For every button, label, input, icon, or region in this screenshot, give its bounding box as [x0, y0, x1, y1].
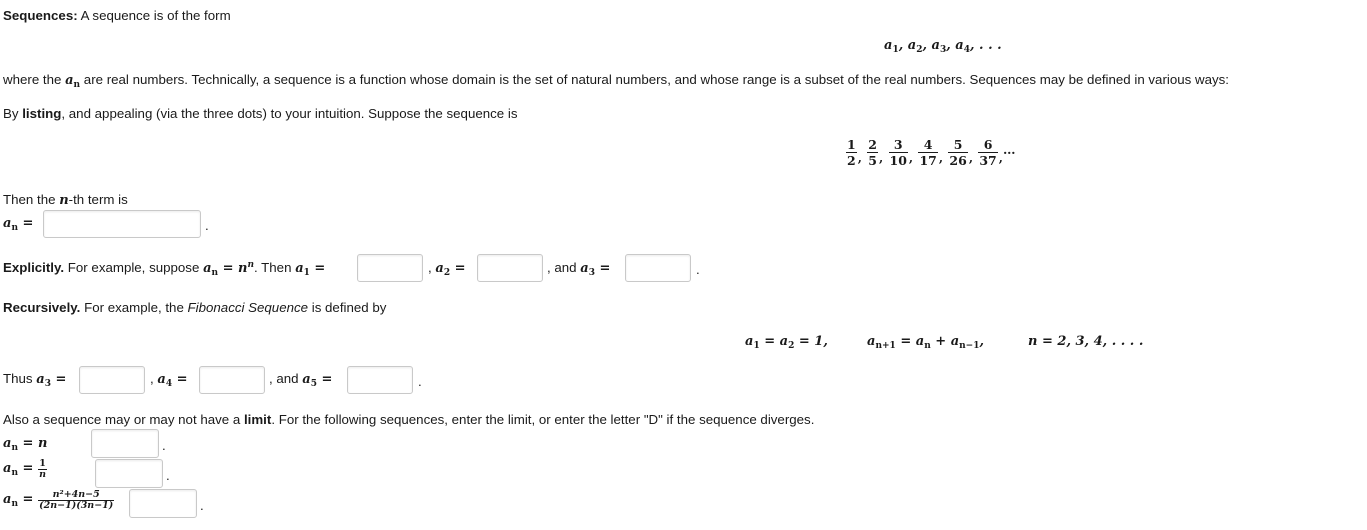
recursive-post: is defined by: [308, 300, 387, 315]
thus: Thus: [3, 371, 33, 386]
where-var: $a_n$: [65, 73, 81, 90]
fib-eq1: $a_1 = a_2 = 1$,: [745, 334, 828, 351]
a2-group: , $a_2$ =: [428, 260, 466, 278]
intro-label: Sequences:: [3, 8, 78, 23]
a2-input[interactable]: [477, 254, 543, 282]
fib-a4-group: , $a_4$ =: [150, 371, 188, 389]
limits-post: . For the following sequences, enter the limit, or enter the letter "D" if the sequence diverges.: [271, 412, 815, 427]
limit3-label: $a_n$ = $\frac{\text{n²+4n−5}}{(2n-1)(3n-1)}$: [3, 489, 114, 511]
fib-a4-label: $a_4$ =: [157, 372, 188, 389]
a3-label: $a_3$ =: [580, 261, 611, 278]
period: .: [200, 498, 204, 513]
fraction: $\frac{4}{17}$: [919, 137, 937, 168]
limit2-label: $a_n$ = $\frac{1}{n}$: [3, 458, 47, 480]
fraction: $\frac{2}{5}$: [868, 137, 877, 168]
recursive-bold: Recursively.: [3, 300, 81, 315]
recursive-pre: For example, the: [80, 300, 184, 315]
period: .: [205, 218, 209, 233]
nth-post: -th term is: [68, 192, 128, 207]
nth-pre: Then the: [3, 192, 56, 207]
fraction-sequence: $\frac{1}{2}$ , $\frac{2}{5}$ , $\frac{3}{10}$ , $\frac{4}{17}$ , $\frac{5}{26}$ , $\frac{6}{37}$ ,…: [847, 137, 1016, 168]
fib-a4-input[interactable]: [199, 366, 265, 394]
limits-pre: Also a sequence may or may not have a: [3, 412, 241, 427]
listing-post: , and appealing (via the three dots) to your intuition. Suppose the sequence is: [61, 106, 518, 121]
fib-a3-label: $a_3$ =: [36, 372, 67, 389]
fib-a5-label: $a_5$ =: [302, 372, 333, 389]
limit3-input[interactable]: [129, 489, 197, 518]
thus-line: [3, 371, 66, 389]
intro-line: [3, 8, 231, 23]
listing-bold: listing: [22, 106, 62, 121]
explicit-text: For example, suppose: [64, 260, 200, 275]
explicit-formula: $a_n = n^n$: [203, 260, 255, 278]
an-label: $a_n$ =: [3, 216, 34, 233]
explicit-bold: Explicitly.: [3, 260, 65, 275]
fib-a5-input[interactable]: [347, 366, 413, 394]
explicit-then: . Then: [254, 260, 292, 275]
fraction: $\frac{5}{26}$: [949, 137, 967, 168]
nth-var: n: [59, 193, 69, 208]
period: .: [696, 262, 700, 277]
where-line: [3, 72, 1229, 90]
fibonacci-name: Fibonacci Sequence: [187, 300, 309, 315]
period: .: [162, 438, 166, 453]
limits-line: [3, 412, 814, 427]
limit2-input[interactable]: [95, 459, 163, 488]
listing-pre: By: [3, 106, 19, 121]
fraction: $\frac{1}{n}$: [39, 458, 47, 480]
fib-a3-input[interactable]: [79, 366, 145, 394]
intro-text: A sequence is of the form: [77, 8, 231, 23]
where-post: are real numbers. Technically, a sequence is a function whose domain is the set of natural numbers, and whose range is a subset of the real numbers. Sequences may be defined in various ways:: [83, 72, 1229, 87]
nth-term-input[interactable]: [43, 210, 201, 238]
fraction: $\frac{1}{2}$: [847, 137, 856, 168]
ellipsis: …: [1002, 142, 1016, 157]
limit1-label: $a_n = n$: [3, 436, 48, 453]
fib-eq3: n = 2, 3, 4, . . . .: [1028, 334, 1144, 349]
nth-term-line: [3, 192, 128, 208]
a3-input[interactable]: [625, 254, 691, 282]
limit1-input[interactable]: [91, 429, 159, 458]
sequence-form: $a_1$, $a_2$, $a_3$, $a_4$, . . .: [884, 38, 1002, 55]
period: .: [166, 468, 170, 483]
fib-a5-group: , and $a_5$ =: [269, 371, 333, 389]
explicit-line: [3, 260, 325, 278]
listing-line: [3, 106, 517, 121]
recursive-line: [3, 300, 386, 315]
a1-input[interactable]: [357, 254, 423, 282]
fraction: $\frac{6}{37}$: [979, 137, 997, 168]
a3-group: , and $a_3$ =: [547, 260, 611, 278]
a1-label: $a_1$ =: [295, 261, 326, 278]
fib-eq2: $a_{n+1} = a_n + a_{n-1}$,: [867, 334, 985, 351]
fraction: $\frac{3}{10}$: [889, 137, 907, 168]
a2-label: $a_2$ =: [435, 261, 466, 278]
period: .: [418, 374, 422, 389]
fraction: $\frac{\text{n²+4n−5}}{(2n-1)(3n-1)}$: [39, 489, 114, 511]
where-pre: where the: [3, 72, 62, 87]
limits-bold: limit: [243, 412, 272, 427]
